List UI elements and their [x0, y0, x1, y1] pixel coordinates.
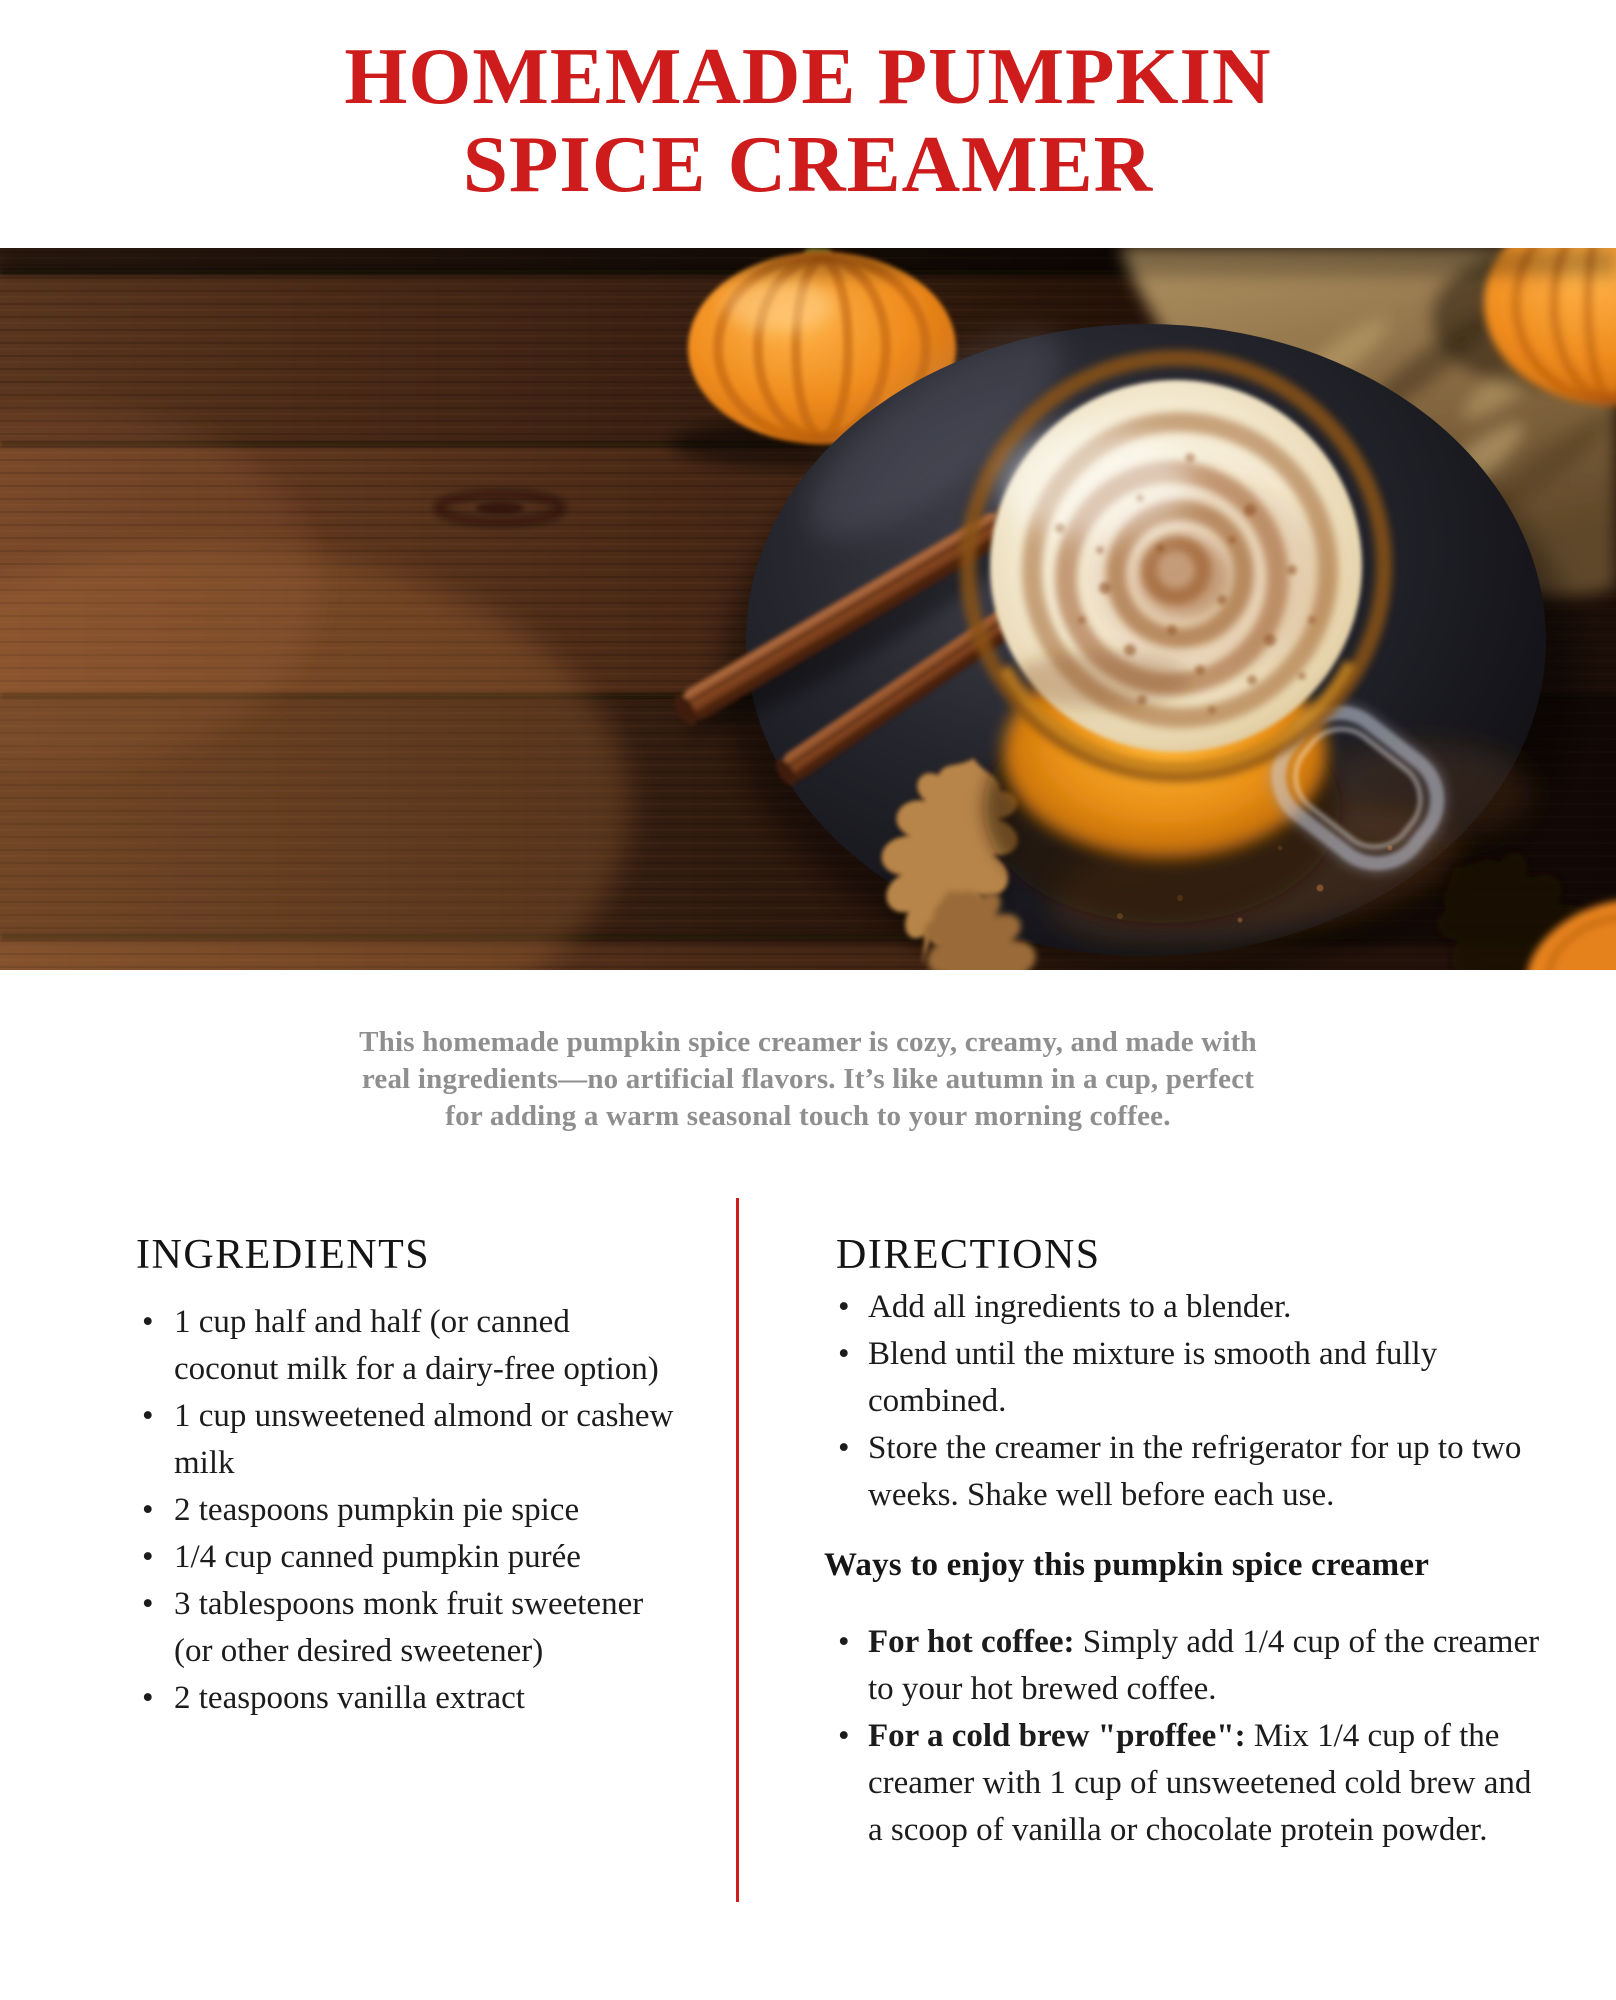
red-divider-rule: [736, 1198, 739, 1902]
direction-step: • Add all ingredients to a blender.: [836, 1284, 1548, 1331]
intro-paragraph: [0, 1024, 1616, 1135]
directions-list: [836, 1284, 1548, 1519]
page-title-line2: SPICE CREAMER: [462, 119, 1154, 209]
intro-line2: real ingredients—no artificial flavors. It’s like autumn in a cup, perfect: [361, 1063, 1255, 1095]
direction-step: • Blend until the mixture is smooth and fully combined.: [836, 1331, 1548, 1425]
ways-item-lead: For hot coffee:: [868, 1624, 1075, 1660]
ways-to-enjoy-heading: Ways to enjoy this pumpkin spice creamer: [824, 1547, 1430, 1583]
intro-line3: for adding a warm seasonal touch to your morning coffee.: [445, 1100, 1171, 1132]
ingredient-item: • 1/4 cup canned pumpkin purée: [136, 1534, 674, 1581]
direction-step: • Store the creamer in the refrigerator for up to two weeks. Shake well before each use.: [836, 1425, 1548, 1519]
ingredients-heading: INGREDIENTS: [136, 1232, 431, 1278]
page-title: [0, 32, 1616, 208]
directions-heading: DIRECTIONS: [836, 1232, 1101, 1278]
ingredient-item: • 1 cup half and half (or canned coconut milk for a dairy-free option): [136, 1299, 674, 1393]
ways-item-hot-coffee: [836, 1619, 1548, 1713]
intro-line1: This homemade pumpkin spice creamer is cozy, creamy, and made with: [359, 1026, 1257, 1058]
hero-photo: [0, 248, 1616, 970]
ways-item-text: Simply add 1/4 cup of the creamer to your hot brewed coffee.: [868, 1624, 1540, 1707]
ways-to-enjoy-list: [836, 1619, 1548, 1854]
whipped-cream: [990, 380, 1362, 752]
ingredients-section: [120, 1232, 700, 1722]
directions-section: [824, 1232, 1560, 1854]
page-title-line1: HOMEMADE PUMPKIN: [344, 31, 1272, 121]
ingredient-item: • 1 cup unsweetened almond or cashew milk: [136, 1393, 674, 1487]
ways-item-text: Mix 1/4 cup of the creamer with 1 cup of unsweetened cold brew and a scoop of vanilla or chocolate protein powder.: [868, 1718, 1532, 1848]
latte-photo-illustration: [0, 248, 1616, 970]
ways-item-lead: For a cold brew "proffee":: [868, 1718, 1246, 1754]
ingredient-item: • 2 teaspoons vanilla extract: [136, 1675, 674, 1722]
ingredient-item: • 3 tablespoons monk fruit sweetener (or other desired sweetener): [136, 1581, 674, 1675]
ingredient-item: • 2 teaspoons pumpkin pie spice: [136, 1487, 674, 1534]
ingredients-list: [136, 1299, 674, 1722]
ways-item-cold-brew: [836, 1713, 1548, 1854]
